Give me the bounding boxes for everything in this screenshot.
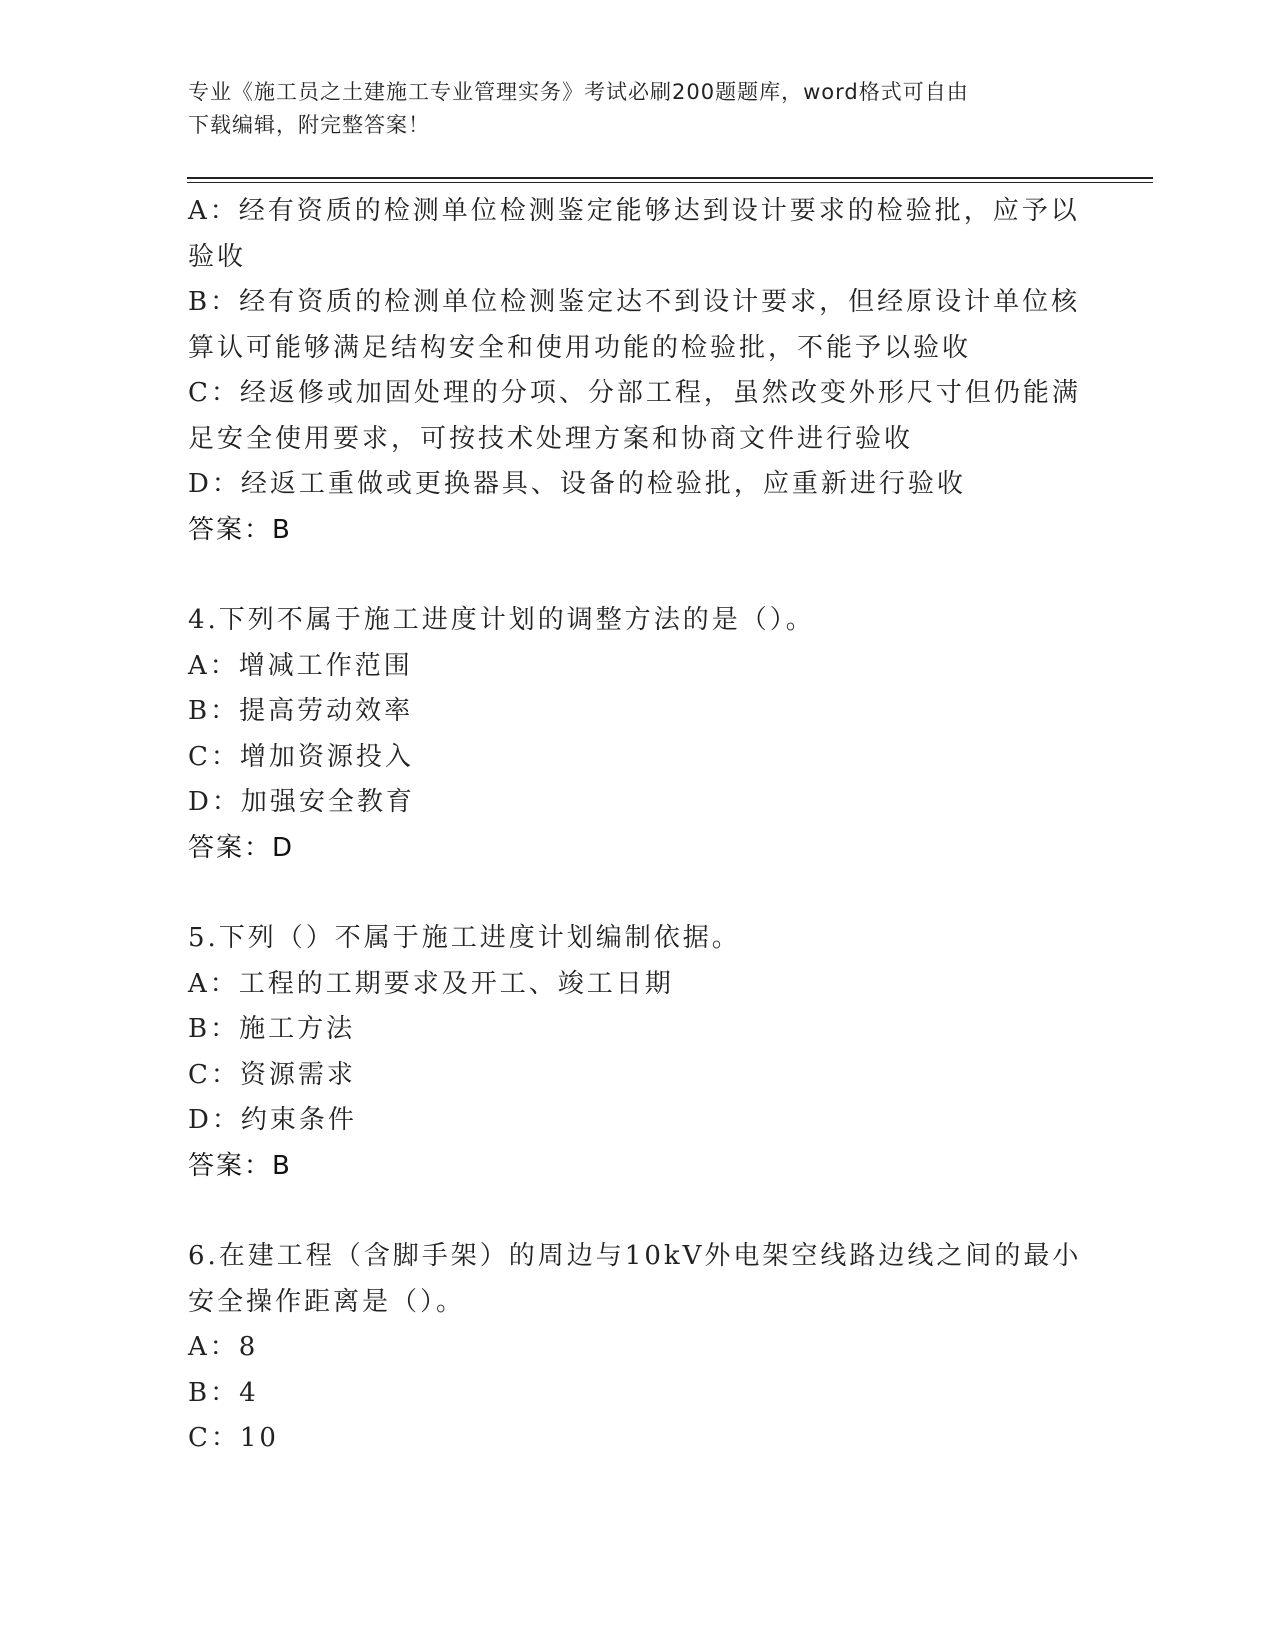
option-line: 验收	[188, 241, 247, 272]
question-4-answer: 答案：D	[188, 832, 295, 863]
option-line: C：经返修或加固处理的分项、分部工程，虽然改变外形尺寸但仍能满	[188, 378, 1081, 408]
question-3-option-a	[188, 189, 1088, 280]
option-line: A：经有资质的检测单位检测鉴定能够达到设计要求的检验批，应予以	[188, 196, 1080, 226]
question-4-option-c: C：增加资源投入	[188, 741, 414, 772]
question-5-option-c: C：资源需求	[188, 1059, 356, 1090]
header-divider-thick	[187, 177, 1153, 179]
header-line-2: 下载编辑，附完整答案！	[188, 113, 430, 137]
option-line: 算认可能够满足结构安全和使用功能的检验批，不能予以验收	[188, 332, 972, 363]
question-5-block	[188, 916, 1088, 1189]
question-5-answer: 答案：B	[188, 1150, 292, 1181]
header-divider-thin	[187, 182, 1153, 183]
document-header	[188, 76, 1088, 142]
question-6-option-b: B：4	[188, 1377, 259, 1408]
question-5-option-b: B：施工方法	[188, 1014, 356, 1044]
question-6-text-line-2: 安全操作距离是（）。	[188, 1286, 466, 1317]
question-3-answer: 答案：B	[188, 514, 292, 545]
question-6-option-c: C：10	[188, 1423, 279, 1453]
question-3-option-b	[188, 280, 1088, 371]
question-4-option-b: B：提高劳动效率	[188, 696, 414, 726]
question-4-block	[188, 598, 1088, 871]
question-5-option-d: D：约束条件	[188, 1105, 357, 1135]
question-6-text-line-1: 6.在建工程（含脚手架）的周边与10kV外电架空线路边线之间的最小	[188, 1241, 1082, 1271]
question-6-block	[188, 1234, 1088, 1462]
question-4-option-a: A：增减工作范围	[188, 650, 413, 681]
question-4-text: 4.下列不属于施工进度计划的调整方法的是（）。	[188, 605, 815, 635]
question-3-option-d	[188, 462, 1088, 508]
header-line-1: 专业《施工员之土建施工专业管理实务》考试必刷200题题库，word格式可自由	[188, 80, 969, 104]
question-5-text: 5.下列（）不属于施工进度计划编制依据。	[188, 923, 741, 953]
question-5-option-a: A：工程的工期要求及开工、竣工日期	[188, 968, 674, 999]
question-4-option-d: D：加强安全教育	[188, 787, 415, 817]
question-6-option-a: A：8	[188, 1332, 259, 1362]
option-line: B：经有资质的检测单位检测鉴定达不到设计要求，但经原设计单位核	[188, 287, 1081, 317]
question-3-option-c	[188, 371, 1088, 462]
option-line: 足安全使用要求，可按技术处理方案和协商文件进行验收	[188, 423, 914, 454]
option-line: D：经返工重做或更换器具、设备的检验批，应重新进行验收	[188, 469, 966, 499]
document-body	[188, 189, 1088, 1462]
question-3-block	[188, 189, 1088, 553]
